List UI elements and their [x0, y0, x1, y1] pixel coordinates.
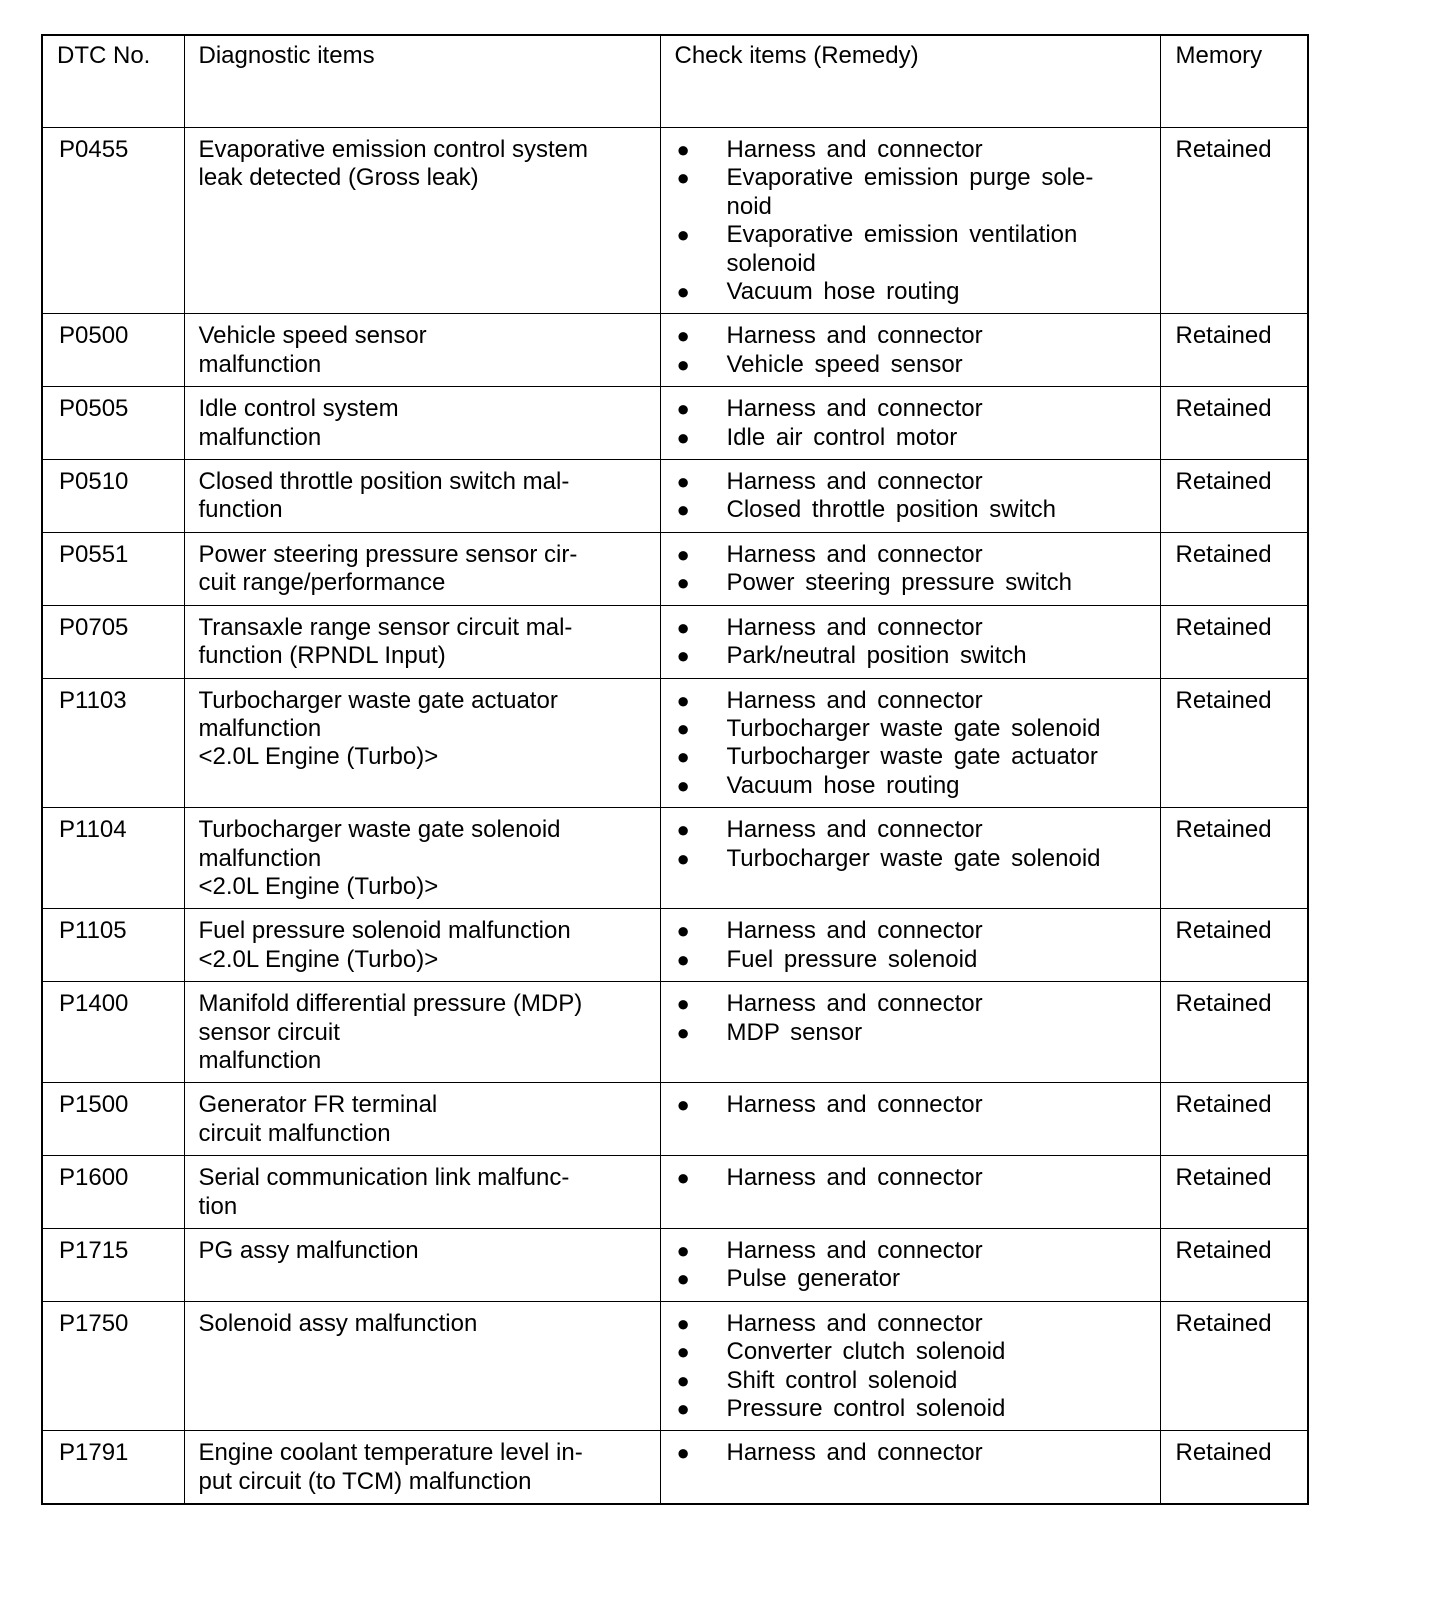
memory-status: Retained	[1160, 1229, 1308, 1302]
check-items-list	[673, 395, 1150, 452]
check-item-line: Vacuum hose routing	[726, 278, 960, 306]
diagnostic-item-line: Generator FR terminal	[198, 1091, 438, 1119]
check-items-list	[673, 1310, 1150, 1424]
check-item	[673, 1237, 1150, 1265]
check-item-line: Harness and connector	[726, 1439, 983, 1467]
diagnostic-item	[184, 532, 660, 605]
check-item-line: Idle air control motor	[726, 423, 958, 451]
bullet-icon: ●	[676, 323, 690, 349]
check-item	[673, 1367, 1150, 1395]
check-items	[660, 605, 1160, 678]
diagnostic-item	[184, 808, 660, 909]
header-dtc-no: DTC No.	[42, 35, 184, 128]
check-items-list	[673, 917, 1150, 974]
diagnostic-item	[184, 605, 660, 678]
bullet-icon: ●	[676, 396, 690, 422]
check-item	[673, 1019, 1150, 1047]
memory-status: Retained	[1160, 532, 1308, 605]
check-items	[660, 909, 1160, 982]
dtc-code: P0551	[42, 532, 184, 605]
check-item	[673, 424, 1150, 452]
diagnostic-item-line: PG assy malfunction	[198, 1237, 419, 1264]
diagnostic-item-line: sensor circuit	[198, 1018, 340, 1046]
bullet-icon: ●	[676, 817, 690, 843]
diagnostic-item-line: leak detected (Gross leak)	[198, 164, 479, 192]
diagnostic-item-line: cuit range/performance	[198, 569, 446, 597]
check-items-list	[673, 468, 1150, 525]
diagnostic-item-line: Solenoid assy malfunction	[198, 1309, 478, 1337]
bullet-icon: ●	[676, 222, 690, 248]
diagnostic-item	[184, 314, 660, 387]
check-items	[660, 982, 1160, 1083]
check-item	[673, 1091, 1150, 1119]
check-items	[660, 460, 1160, 533]
diagnostic-item-line: function (RPNDL Input)	[198, 642, 446, 670]
check-item-line: Power steering pressure switch	[726, 569, 1072, 597]
bullet-icon: ●	[676, 351, 690, 377]
table-row	[42, 532, 1308, 605]
header-memory: Memory	[1160, 35, 1308, 128]
check-item	[673, 496, 1150, 524]
dtc-code: P1104	[42, 808, 184, 909]
bullet-icon: ●	[676, 918, 690, 944]
check-item-line: Closed throttle position switch	[726, 496, 1056, 524]
memory-status: Retained	[1160, 982, 1308, 1083]
diagnostic-item	[184, 1301, 660, 1431]
memory-status: Retained	[1160, 909, 1308, 982]
check-item-line: Turbocharger waste gate solenoid	[726, 714, 1101, 742]
check-items-list	[673, 1164, 1150, 1192]
check-item-line: Vacuum hose routing	[726, 771, 960, 799]
check-item-line: solenoid	[726, 249, 816, 277]
bullet-icon: ●	[676, 1396, 690, 1422]
check-item-line: Harness and connector	[726, 686, 983, 714]
diagnostic-item-line: malfunction	[198, 844, 322, 872]
check-item-line: Harness and connector	[726, 613, 983, 641]
bullet-icon: ●	[676, 1238, 690, 1263]
check-items	[660, 314, 1160, 387]
check-item-line: Harness and connector	[726, 1091, 983, 1119]
bullet-icon: ●	[676, 1266, 690, 1292]
memory-status: Retained	[1160, 1083, 1308, 1156]
dtc-code: P1791	[42, 1431, 184, 1504]
memory-status: Retained	[1160, 678, 1308, 808]
check-item	[673, 1310, 1150, 1338]
diagnostic-item-line: <2.0L Engine (Turbo)>	[198, 945, 439, 973]
check-items-list	[673, 1237, 1150, 1294]
check-item-line: Turbocharger waste gate actuator	[726, 743, 1098, 771]
check-item	[673, 715, 1150, 743]
memory-status: Retained	[1160, 605, 1308, 678]
check-items	[660, 1229, 1160, 1302]
dtc-code: P0705	[42, 605, 184, 678]
check-items	[660, 1431, 1160, 1504]
check-items-list	[673, 1439, 1150, 1467]
check-items	[660, 128, 1160, 314]
check-item	[673, 221, 1150, 278]
check-item	[673, 1439, 1150, 1467]
check-item	[673, 541, 1150, 569]
diagnostic-item-line: Idle control system	[198, 395, 399, 423]
bullet-icon: ●	[676, 424, 690, 450]
bullet-icon: ●	[676, 1339, 690, 1365]
check-items-list	[673, 322, 1150, 379]
check-item-line: Harness and connector	[726, 136, 983, 163]
table-row	[42, 1431, 1308, 1504]
check-item	[673, 845, 1150, 873]
dtc-table	[41, 34, 1309, 1505]
diagnostic-item-line: Serial communication link malfunc-	[198, 1164, 570, 1192]
check-item-line: Pressure control solenoid	[726, 1395, 1006, 1423]
check-item-line: Harness and connector	[726, 1309, 983, 1337]
diagnostic-item-line: circuit malfunction	[198, 1119, 391, 1147]
table-header	[42, 35, 1308, 128]
table-row	[42, 1229, 1308, 1302]
diagnostic-item	[184, 1431, 660, 1504]
diagnostic-item-line: Fuel pressure solenoid malfunction	[198, 917, 571, 945]
check-item-line: Evaporative emission purge sole-	[726, 164, 1094, 192]
header-diagnostic-items: Diagnostic items	[184, 35, 660, 128]
diagnostic-item	[184, 460, 660, 533]
dtc-code: P0455	[42, 128, 184, 314]
dtc-code: P1103	[42, 678, 184, 808]
diagnostic-item-line: Transaxle range sensor circuit mal-	[198, 613, 573, 641]
diagnostic-item-line: Power steering pressure sensor cir-	[198, 540, 578, 568]
dtc-code: P1750	[42, 1301, 184, 1431]
check-item-line: Harness and connector	[726, 917, 983, 945]
diagnostic-item	[184, 387, 660, 460]
bullet-icon: ●	[676, 1165, 690, 1191]
diagnostic-item-line: <2.0L Engine (Turbo)>	[198, 872, 439, 900]
table-row	[42, 982, 1308, 1083]
dtc-code: P0505	[42, 387, 184, 460]
check-item	[673, 772, 1150, 800]
memory-status: Retained	[1160, 1301, 1308, 1431]
diagnostic-item-line: <2.0L Engine (Turbo)>	[198, 743, 439, 771]
memory-status: Retained	[1160, 1431, 1308, 1504]
check-item	[673, 946, 1150, 974]
check-item-line: noid	[726, 192, 772, 220]
diagnostic-item	[184, 128, 660, 314]
diagnostic-item	[184, 678, 660, 808]
check-item	[673, 816, 1150, 844]
table-row	[42, 1083, 1308, 1156]
check-items-list	[673, 614, 1150, 671]
bullet-icon: ●	[676, 1440, 690, 1466]
dtc-code: P1500	[42, 1083, 184, 1156]
check-item	[673, 1164, 1150, 1192]
dtc-code: P1715	[42, 1229, 184, 1302]
bullet-icon: ●	[676, 137, 690, 162]
bullet-icon: ●	[676, 614, 690, 640]
table-row	[42, 678, 1308, 808]
bullet-icon: ●	[676, 1367, 690, 1393]
diagnostic-item-line: malfunction	[198, 350, 322, 378]
check-item	[673, 1338, 1150, 1366]
check-item-line: Evaporative emission ventilation	[726, 221, 1078, 249]
bullet-icon: ●	[676, 541, 690, 567]
bullet-icon: ●	[676, 744, 690, 770]
check-item-line: Harness and connector	[726, 540, 983, 568]
check-item	[673, 569, 1150, 597]
dtc-code: P0510	[42, 460, 184, 533]
memory-status: Retained	[1160, 314, 1308, 387]
diagnostic-item-line: Closed throttle position switch mal-	[198, 468, 570, 496]
memory-status: Retained	[1160, 128, 1308, 314]
dtc-code: P1400	[42, 982, 184, 1083]
bullet-icon: ●	[676, 165, 690, 191]
check-item	[673, 917, 1150, 945]
check-item	[673, 642, 1150, 670]
diagnostic-item-line: Turbocharger waste gate actuator	[198, 686, 558, 714]
check-items-list	[673, 1091, 1150, 1119]
diagnostic-item	[184, 1156, 660, 1229]
bullet-icon: ●	[676, 279, 690, 305]
check-item	[673, 322, 1150, 350]
check-items	[660, 532, 1160, 605]
memory-status: Retained	[1160, 460, 1308, 533]
bullet-icon: ●	[676, 570, 690, 596]
bullet-icon: ●	[676, 1310, 690, 1336]
dtc-code: P1105	[42, 909, 184, 982]
bullet-icon: ●	[676, 772, 690, 798]
check-item	[673, 468, 1150, 496]
header-row	[42, 35, 1308, 128]
table-row	[42, 1156, 1308, 1229]
diagnostic-item-line: malfunction	[198, 714, 322, 742]
table-row	[42, 128, 1308, 314]
diagnostic-item-line: tion	[198, 1192, 238, 1220]
bullet-icon: ●	[676, 715, 690, 741]
memory-status: Retained	[1160, 387, 1308, 460]
table-row	[42, 314, 1308, 387]
check-item-line: Park/neutral position switch	[726, 642, 1027, 670]
table-row	[42, 1301, 1308, 1431]
check-item-line: Harness and connector	[726, 1237, 983, 1264]
check-item	[673, 136, 1150, 164]
check-item-line: MDP sensor	[726, 1018, 863, 1046]
bullet-icon: ●	[676, 991, 690, 1017]
diagnostic-item-line: Turbocharger waste gate solenoid	[198, 816, 561, 844]
dtc-code: P1600	[42, 1156, 184, 1229]
bullet-icon: ●	[676, 1019, 690, 1045]
bullet-icon: ●	[676, 845, 690, 871]
bullet-icon: ●	[676, 497, 690, 523]
check-item-line: Turbocharger waste gate solenoid	[726, 844, 1101, 872]
memory-status: Retained	[1160, 1156, 1308, 1229]
bullet-icon: ●	[676, 1092, 690, 1118]
check-items-list	[673, 541, 1150, 598]
table-row	[42, 808, 1308, 909]
check-item	[673, 395, 1150, 423]
memory-status: Retained	[1160, 808, 1308, 909]
diagnostic-item	[184, 1083, 660, 1156]
check-items	[660, 1083, 1160, 1156]
diagnostic-item-line: Manifold differential pressure (MDP)	[198, 990, 583, 1018]
check-item-line: Converter clutch solenoid	[726, 1338, 1006, 1366]
check-item	[673, 614, 1150, 642]
bullet-icon: ●	[676, 469, 690, 495]
check-item-line: Harness and connector	[726, 322, 983, 350]
diagnostic-item-line: put circuit (to TCM) malfunction	[198, 1467, 532, 1495]
diagnostic-item-line: Vehicle speed sensor	[198, 322, 427, 350]
check-item	[673, 1395, 1150, 1423]
check-items	[660, 678, 1160, 808]
diagnostic-item	[184, 1229, 660, 1302]
check-item-line: Harness and connector	[726, 816, 983, 844]
header-check-items: Check items (Remedy)	[660, 35, 1160, 128]
check-items-list	[673, 816, 1150, 873]
bullet-icon: ●	[676, 687, 690, 713]
check-item-line: Vehicle speed sensor	[726, 350, 963, 378]
check-items-list	[673, 136, 1150, 306]
check-item	[673, 278, 1150, 306]
diagnostic-item	[184, 982, 660, 1083]
diagnostic-item-line: malfunction	[198, 423, 322, 451]
check-item-line: Harness and connector	[726, 395, 983, 423]
check-item	[673, 1265, 1150, 1293]
bullet-icon: ●	[676, 643, 690, 669]
diagnostic-item-line: Evaporative emission control system	[198, 136, 588, 163]
check-item	[673, 164, 1150, 221]
table-body	[42, 128, 1308, 1505]
check-item	[673, 990, 1150, 1018]
diagnostic-item-line: function	[198, 496, 283, 524]
check-item-line: Fuel pressure solenoid	[726, 945, 978, 973]
check-item	[673, 687, 1150, 715]
check-item-line: Shift control solenoid	[726, 1366, 958, 1394]
table-row	[42, 460, 1308, 533]
diagnostic-item-line: malfunction	[198, 1046, 322, 1074]
check-item-line: Harness and connector	[726, 990, 983, 1018]
check-items	[660, 387, 1160, 460]
check-item-line: Pulse generator	[726, 1265, 900, 1293]
check-item	[673, 743, 1150, 771]
check-item-line: Harness and connector	[726, 1164, 983, 1192]
dtc-code: P0500	[42, 314, 184, 387]
bullet-icon: ●	[676, 946, 690, 972]
check-items-list	[673, 990, 1150, 1047]
diagnostic-item-line: Engine coolant temperature level in-	[198, 1439, 583, 1467]
check-item-line: Harness and connector	[726, 468, 983, 496]
table-row	[42, 605, 1308, 678]
check-items	[660, 1156, 1160, 1229]
diagnostic-item	[184, 909, 660, 982]
check-items-list	[673, 687, 1150, 801]
check-items	[660, 808, 1160, 909]
check-items	[660, 1301, 1160, 1431]
check-item	[673, 351, 1150, 379]
table-row	[42, 387, 1308, 460]
table-row	[42, 909, 1308, 982]
